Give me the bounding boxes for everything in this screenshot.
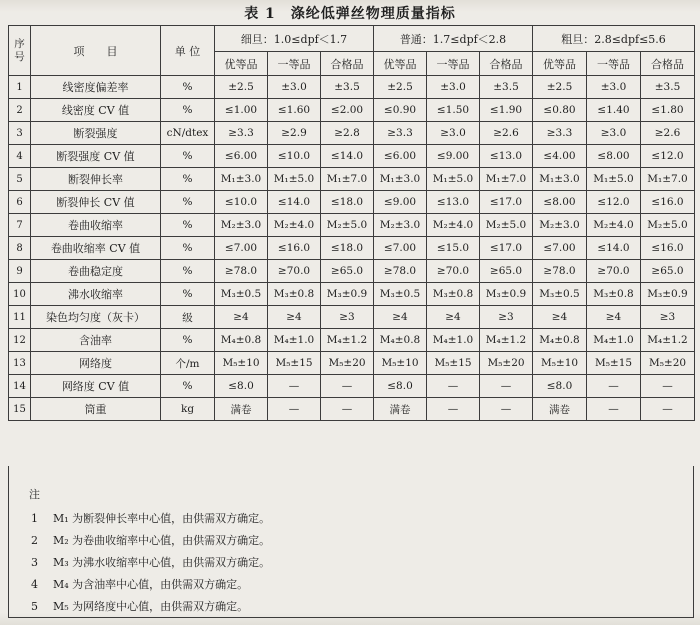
value-cell: 满卷 bbox=[374, 398, 427, 421]
value-cell: ≤8.0 bbox=[374, 375, 427, 398]
value-cell: ≤12.0 bbox=[641, 145, 695, 168]
value-cell: ≥3.3 bbox=[215, 122, 268, 145]
value-cell: M₁±7.0 bbox=[480, 168, 533, 191]
row-item: 线密度偏差率 bbox=[31, 76, 161, 99]
row-unit: % bbox=[161, 260, 215, 283]
value-cell: ±3.5 bbox=[480, 76, 533, 99]
value-cell: ≤17.0 bbox=[480, 191, 533, 214]
row-number: 1 bbox=[9, 76, 31, 99]
value-cell: — bbox=[587, 398, 641, 421]
value-cell: M₄±0.8 bbox=[215, 329, 268, 352]
row-item: 沸水收缩率 bbox=[31, 283, 161, 306]
value-cell: ≥78.0 bbox=[374, 260, 427, 283]
value-cell: ≤1.40 bbox=[587, 99, 641, 122]
row-item: 筒重 bbox=[31, 398, 161, 421]
value-cell: M₅±10 bbox=[374, 352, 427, 375]
value-cell: M₄±1.0 bbox=[427, 329, 480, 352]
value-cell: M₃±0.5 bbox=[533, 283, 587, 306]
value-cell: ≥3.0 bbox=[427, 122, 480, 145]
row-number: 9 bbox=[9, 260, 31, 283]
value-cell: — bbox=[641, 375, 695, 398]
table-row bbox=[9, 168, 695, 191]
value-cell: ≤17.0 bbox=[480, 237, 533, 260]
row-number: 8 bbox=[9, 237, 31, 260]
value-cell: M₂±5.0 bbox=[480, 214, 533, 237]
note-item bbox=[31, 574, 270, 596]
notes-section bbox=[8, 466, 694, 618]
value-cell: ≤14.0 bbox=[268, 191, 321, 214]
value-cell: ≤16.0 bbox=[641, 191, 695, 214]
value-cell: ≤6.00 bbox=[374, 145, 427, 168]
value-cell: ≥4 bbox=[427, 306, 480, 329]
header-grade: 一等品 bbox=[587, 52, 641, 76]
row-unit: kg bbox=[161, 398, 215, 421]
row-item: 卷曲稳定度 bbox=[31, 260, 161, 283]
value-cell: ≥3 bbox=[480, 306, 533, 329]
value-cell: ±2.5 bbox=[533, 76, 587, 99]
value-cell: ≥3.3 bbox=[374, 122, 427, 145]
header-grade: 优等品 bbox=[533, 52, 587, 76]
notes-heading: 注 bbox=[29, 488, 40, 501]
row-unit: % bbox=[161, 237, 215, 260]
table-row bbox=[9, 260, 695, 283]
value-cell: ≤9.00 bbox=[374, 191, 427, 214]
row-unit: % bbox=[161, 191, 215, 214]
note-number: 3 bbox=[31, 556, 38, 569]
value-cell: ≤10.0 bbox=[215, 191, 268, 214]
table-body bbox=[9, 76, 695, 421]
value-cell: ±3.5 bbox=[321, 76, 374, 99]
value-cell: ≤16.0 bbox=[641, 237, 695, 260]
value-cell: M₁±3.0 bbox=[374, 168, 427, 191]
table-row bbox=[9, 329, 695, 352]
value-cell: ≥65.0 bbox=[321, 260, 374, 283]
value-cell: ≥2.6 bbox=[641, 122, 695, 145]
value-cell: — bbox=[321, 375, 374, 398]
note-item bbox=[31, 530, 270, 552]
value-cell: ≤8.00 bbox=[587, 145, 641, 168]
note-number: 4 bbox=[31, 578, 38, 591]
value-cell: M₃±0.5 bbox=[215, 283, 268, 306]
value-cell: ≤1.80 bbox=[641, 99, 695, 122]
value-cell: ±3.0 bbox=[268, 76, 321, 99]
value-cell: M₅±15 bbox=[268, 352, 321, 375]
value-cell: — bbox=[268, 375, 321, 398]
row-item: 卷曲收缩率 bbox=[31, 214, 161, 237]
row-number: 14 bbox=[9, 375, 31, 398]
value-cell: ≥2.9 bbox=[268, 122, 321, 145]
row-unit: % bbox=[161, 214, 215, 237]
header-grade: 合格品 bbox=[480, 52, 533, 76]
value-cell: M₂±4.0 bbox=[268, 214, 321, 237]
value-cell: ±3.5 bbox=[641, 76, 695, 99]
value-cell: ≤15.0 bbox=[427, 237, 480, 260]
row-number: 12 bbox=[9, 329, 31, 352]
table-row bbox=[9, 191, 695, 214]
value-cell: ≥65.0 bbox=[641, 260, 695, 283]
value-cell: M₃±0.8 bbox=[587, 283, 641, 306]
note-text: M₄ 为含油率中心值，由供需双方确定。 bbox=[53, 578, 249, 591]
value-cell: M₃±0.8 bbox=[268, 283, 321, 306]
value-cell: M₁±5.0 bbox=[427, 168, 480, 191]
value-cell: M₅±15 bbox=[427, 352, 480, 375]
value-cell: ≤9.00 bbox=[427, 145, 480, 168]
value-cell: ≤14.0 bbox=[321, 145, 374, 168]
value-cell: ≤8.0 bbox=[533, 375, 587, 398]
row-unit: % bbox=[161, 145, 215, 168]
row-number: 13 bbox=[9, 352, 31, 375]
notes-list bbox=[31, 508, 270, 618]
value-cell: M₁±3.0 bbox=[533, 168, 587, 191]
value-cell: M₁±7.0 bbox=[641, 168, 695, 191]
row-unit: % bbox=[161, 283, 215, 306]
value-cell: ≥4 bbox=[374, 306, 427, 329]
value-cell: ≤1.90 bbox=[480, 99, 533, 122]
note-text: M₅ 为网络度中心值，由供需双方确定。 bbox=[53, 600, 249, 613]
value-cell: ≥4 bbox=[268, 306, 321, 329]
row-unit: % bbox=[161, 375, 215, 398]
value-cell: ≥70.0 bbox=[268, 260, 321, 283]
row-unit: % bbox=[161, 329, 215, 352]
row-item: 染色均匀度（灰卡） bbox=[31, 306, 161, 329]
table-row bbox=[9, 145, 695, 168]
row-item: 含油率 bbox=[31, 329, 161, 352]
header-grade: 一等品 bbox=[427, 52, 480, 76]
value-cell: ≥65.0 bbox=[480, 260, 533, 283]
header-group-coarse: 粗旦：2.8≤dpf≤5.6 bbox=[533, 26, 695, 52]
value-cell: ≥4 bbox=[533, 306, 587, 329]
value-cell: M₁±3.0 bbox=[215, 168, 268, 191]
row-item: 断裂伸长 CV 值 bbox=[31, 191, 161, 214]
table-row bbox=[9, 352, 695, 375]
note-item bbox=[31, 552, 270, 574]
value-cell: ≤16.0 bbox=[268, 237, 321, 260]
value-cell: ≤13.0 bbox=[480, 145, 533, 168]
value-cell: ≤0.80 bbox=[533, 99, 587, 122]
value-cell: M₅±20 bbox=[321, 352, 374, 375]
row-number: 5 bbox=[9, 168, 31, 191]
value-cell: ≤2.00 bbox=[321, 99, 374, 122]
row-number: 10 bbox=[9, 283, 31, 306]
row-number: 7 bbox=[9, 214, 31, 237]
table-row bbox=[9, 76, 695, 99]
row-item: 线密度 CV 值 bbox=[31, 99, 161, 122]
value-cell: — bbox=[427, 375, 480, 398]
value-cell: ≤18.0 bbox=[321, 237, 374, 260]
table-row bbox=[9, 237, 695, 260]
note-text: M₃ 为沸水收缩率中心值，由供需双方确定。 bbox=[53, 556, 271, 569]
header-seq: 序 号 bbox=[9, 26, 31, 76]
value-cell: M₄±1.2 bbox=[321, 329, 374, 352]
header-grade: 一等品 bbox=[268, 52, 321, 76]
value-cell: ≤13.0 bbox=[427, 191, 480, 214]
row-unit: 个/m bbox=[161, 352, 215, 375]
value-cell: ≥78.0 bbox=[215, 260, 268, 283]
value-cell: M₃±0.9 bbox=[641, 283, 695, 306]
value-cell: ≤8.00 bbox=[533, 191, 587, 214]
note-item bbox=[31, 508, 270, 530]
value-cell: ±3.0 bbox=[427, 76, 480, 99]
row-item: 断裂强度 bbox=[31, 122, 161, 145]
value-cell: M₃±0.9 bbox=[321, 283, 374, 306]
note-number: 2 bbox=[31, 534, 38, 547]
header-unit: 单 位 bbox=[161, 26, 215, 76]
value-cell: ±3.0 bbox=[587, 76, 641, 99]
value-cell: ±2.5 bbox=[215, 76, 268, 99]
value-cell: ≤7.00 bbox=[374, 237, 427, 260]
value-cell: 满卷 bbox=[215, 398, 268, 421]
value-cell: M₂±3.0 bbox=[215, 214, 268, 237]
table-row bbox=[9, 306, 695, 329]
header-group-normal: 普通：1.7≤dpf＜2.8 bbox=[374, 26, 533, 52]
value-cell: ≥3.0 bbox=[587, 122, 641, 145]
value-cell: M₅±20 bbox=[641, 352, 695, 375]
header-group-fine: 细旦：1.0≤dpf＜1.7 bbox=[215, 26, 374, 52]
value-cell: ≤4.00 bbox=[533, 145, 587, 168]
value-cell: M₅±20 bbox=[480, 352, 533, 375]
value-cell: M₃±0.9 bbox=[480, 283, 533, 306]
value-cell: M₄±1.2 bbox=[480, 329, 533, 352]
row-item: 卷曲收缩率 CV 值 bbox=[31, 237, 161, 260]
value-cell: — bbox=[427, 398, 480, 421]
value-cell: — bbox=[641, 398, 695, 421]
value-cell: ≤1.00 bbox=[215, 99, 268, 122]
table-row bbox=[9, 398, 695, 421]
value-cell: ≥78.0 bbox=[533, 260, 587, 283]
value-cell: ≤10.0 bbox=[268, 145, 321, 168]
value-cell: — bbox=[480, 375, 533, 398]
row-item: 断裂强度 CV 值 bbox=[31, 145, 161, 168]
value-cell: ≥70.0 bbox=[587, 260, 641, 283]
table-row bbox=[9, 214, 695, 237]
table-row bbox=[9, 283, 695, 306]
value-cell: M₁±5.0 bbox=[587, 168, 641, 191]
value-cell: ≤14.0 bbox=[587, 237, 641, 260]
value-cell: M₅±10 bbox=[533, 352, 587, 375]
quality-spec-table bbox=[8, 25, 695, 421]
value-cell: ≤8.0 bbox=[215, 375, 268, 398]
value-cell: M₄±0.8 bbox=[374, 329, 427, 352]
value-cell: M₂±4.0 bbox=[427, 214, 480, 237]
note-number: 5 bbox=[31, 600, 38, 613]
value-cell: ≥3.3 bbox=[533, 122, 587, 145]
value-cell: ≥70.0 bbox=[427, 260, 480, 283]
value-cell: M₂±5.0 bbox=[321, 214, 374, 237]
value-cell: ±2.5 bbox=[374, 76, 427, 99]
value-cell: ≥2.6 bbox=[480, 122, 533, 145]
header-row-groups bbox=[9, 26, 695, 52]
value-cell: M₄±1.2 bbox=[641, 329, 695, 352]
value-cell: — bbox=[587, 375, 641, 398]
row-item: 网络度 bbox=[31, 352, 161, 375]
value-cell: 满卷 bbox=[533, 398, 587, 421]
row-unit: cN/dtex bbox=[161, 122, 215, 145]
value-cell: M₁±5.0 bbox=[268, 168, 321, 191]
value-cell: ≤0.90 bbox=[374, 99, 427, 122]
value-cell: ≤7.00 bbox=[215, 237, 268, 260]
row-item: 断裂伸长率 bbox=[31, 168, 161, 191]
header-grade: 优等品 bbox=[374, 52, 427, 76]
value-cell: ≥4 bbox=[215, 306, 268, 329]
row-unit: % bbox=[161, 76, 215, 99]
value-cell: ≤18.0 bbox=[321, 191, 374, 214]
value-cell: ≤1.50 bbox=[427, 99, 480, 122]
value-cell: — bbox=[480, 398, 533, 421]
value-cell: M₂±5.0 bbox=[641, 214, 695, 237]
row-number: 15 bbox=[9, 398, 31, 421]
header-grade: 合格品 bbox=[641, 52, 695, 76]
row-number: 3 bbox=[9, 122, 31, 145]
value-cell: M₃±0.5 bbox=[374, 283, 427, 306]
value-cell: M₂±3.0 bbox=[533, 214, 587, 237]
row-number: 11 bbox=[9, 306, 31, 329]
value-cell: ≥3 bbox=[321, 306, 374, 329]
value-cell: ≥2.8 bbox=[321, 122, 374, 145]
value-cell: — bbox=[321, 398, 374, 421]
note-text: M₁ 为断裂伸长率中心值，由供需双方确定。 bbox=[53, 512, 271, 525]
table-title: 表 1 涤纶低弹丝物理质量指标 bbox=[244, 6, 456, 22]
header-grade: 合格品 bbox=[321, 52, 374, 76]
value-cell: M₄±1.0 bbox=[587, 329, 641, 352]
note-text: M₂ 为卷曲收缩率中心值，由供需双方确定。 bbox=[53, 534, 271, 547]
header-item: 项 目 bbox=[31, 26, 161, 76]
value-cell: ≤1.60 bbox=[268, 99, 321, 122]
value-cell: ≤7.00 bbox=[533, 237, 587, 260]
table-row bbox=[9, 99, 695, 122]
value-cell: M₂±4.0 bbox=[587, 214, 641, 237]
value-cell: M₂±3.0 bbox=[374, 214, 427, 237]
value-cell: M₃±0.8 bbox=[427, 283, 480, 306]
note-number: 1 bbox=[31, 512, 38, 525]
row-unit: % bbox=[161, 99, 215, 122]
row-unit: % bbox=[161, 168, 215, 191]
value-cell: M₄±1.0 bbox=[268, 329, 321, 352]
value-cell: M₅±15 bbox=[587, 352, 641, 375]
value-cell: ≤12.0 bbox=[587, 191, 641, 214]
row-number: 4 bbox=[9, 145, 31, 168]
row-item: 网络度 CV 值 bbox=[31, 375, 161, 398]
header-grade: 优等品 bbox=[215, 52, 268, 76]
note-item bbox=[31, 596, 270, 618]
value-cell: ≥3 bbox=[641, 306, 695, 329]
value-cell: ≥4 bbox=[587, 306, 641, 329]
table-row bbox=[9, 122, 695, 145]
value-cell: — bbox=[268, 398, 321, 421]
value-cell: M₅±10 bbox=[215, 352, 268, 375]
value-cell: M₁±7.0 bbox=[321, 168, 374, 191]
row-number: 6 bbox=[9, 191, 31, 214]
value-cell: ≤6.00 bbox=[215, 145, 268, 168]
row-number: 2 bbox=[9, 99, 31, 122]
row-unit: 级 bbox=[161, 306, 215, 329]
value-cell: M₄±0.8 bbox=[533, 329, 587, 352]
table-row bbox=[9, 375, 695, 398]
